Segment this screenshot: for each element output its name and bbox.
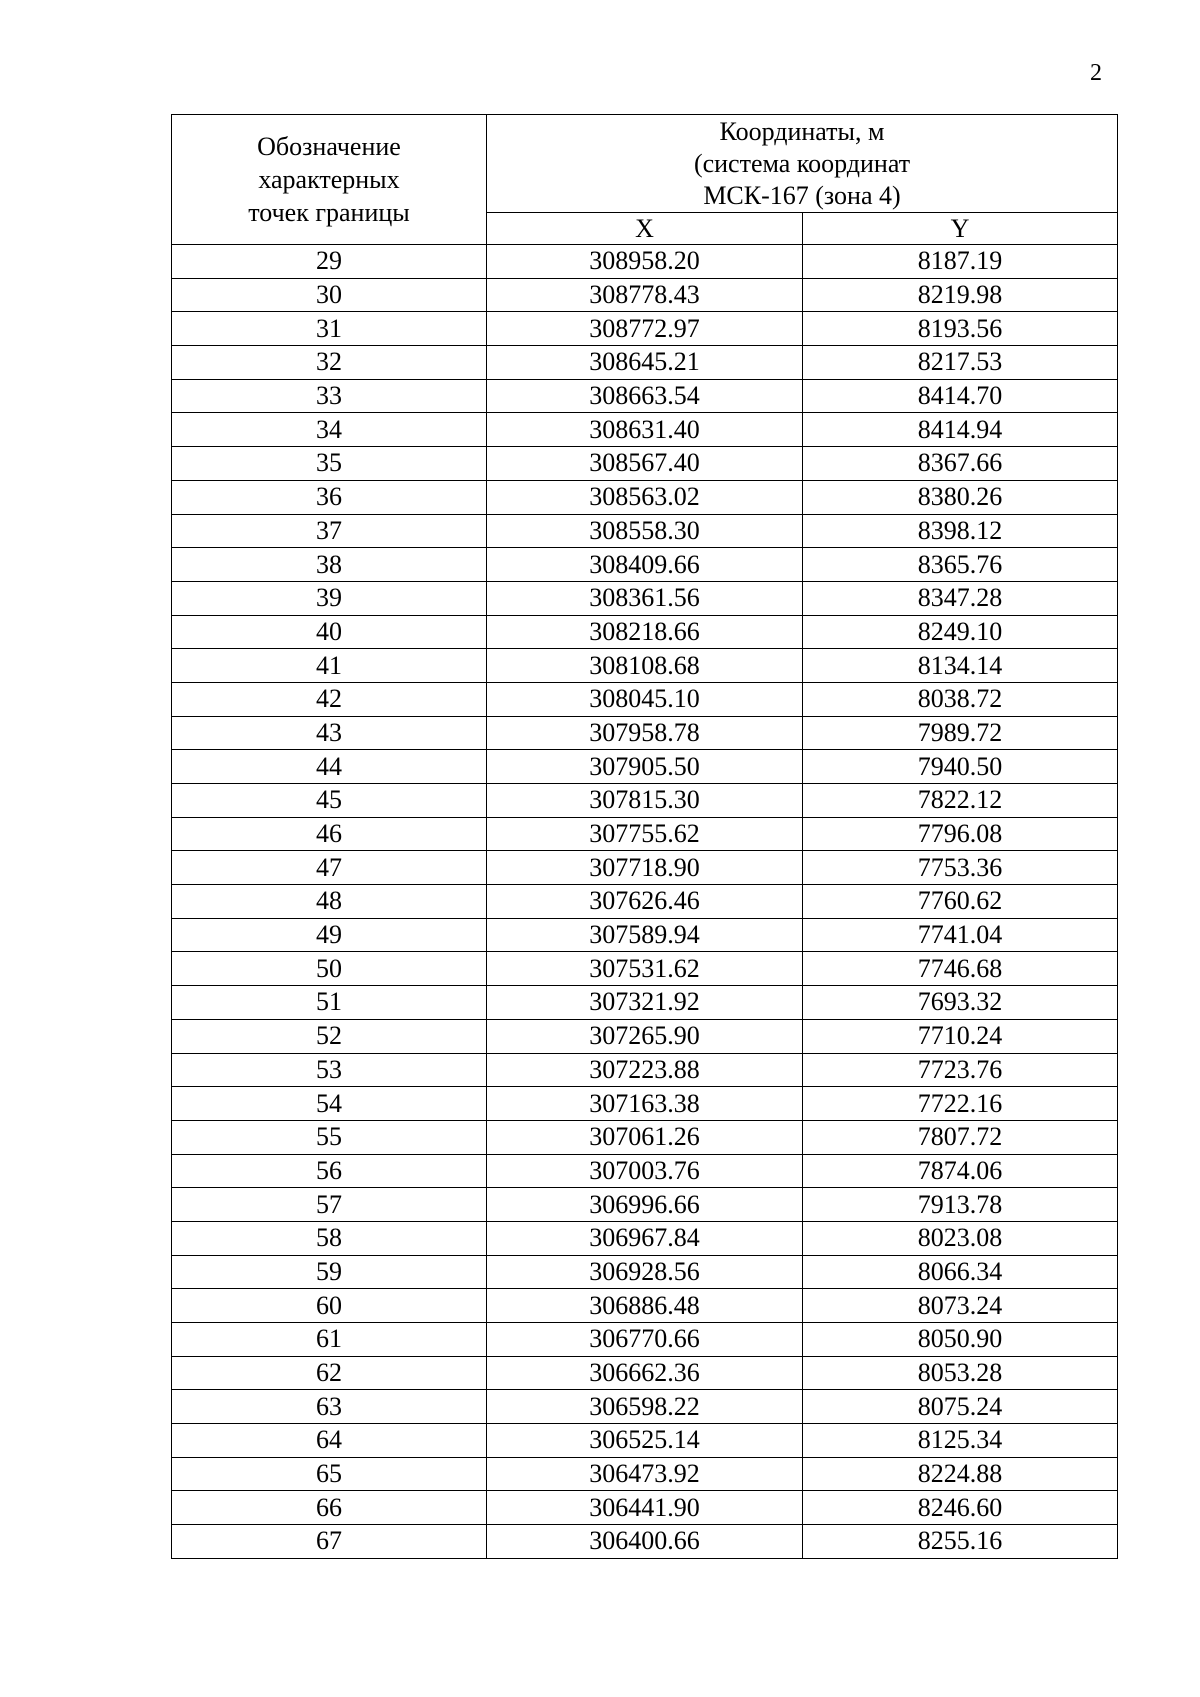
coordinates-table — [171, 114, 1118, 1559]
table-row — [172, 1255, 1118, 1289]
point-cell: 30 — [172, 278, 487, 312]
table-row — [172, 1221, 1118, 1255]
x-coordinate-cell: 306928.56 — [487, 1255, 803, 1289]
table-row — [172, 245, 1118, 279]
x-coordinate-cell: 308409.66 — [487, 548, 803, 582]
table-header-row — [172, 115, 1118, 213]
x-coordinate-cell: 307815.30 — [487, 784, 803, 818]
table-body — [172, 245, 1118, 1559]
point-cell: 61 — [172, 1323, 487, 1357]
x-coordinate-cell: 307958.78 — [487, 716, 803, 750]
point-header-line: точек границы — [248, 198, 410, 227]
table-row — [172, 514, 1118, 548]
x-coordinate-cell: 308663.54 — [487, 379, 803, 413]
table-row — [172, 1491, 1118, 1525]
x-coordinate-cell: 306525.14 — [487, 1424, 803, 1458]
point-cell: 57 — [172, 1188, 487, 1222]
y-coordinate-cell: 7989.72 — [803, 716, 1118, 750]
point-cell: 35 — [172, 447, 487, 481]
point-cell: 29 — [172, 245, 487, 279]
y-coordinate-cell: 8125.34 — [803, 1424, 1118, 1458]
x-coordinate-cell: 307163.38 — [487, 1087, 803, 1121]
point-cell: 42 — [172, 682, 487, 716]
y-coordinate-cell: 8414.94 — [803, 413, 1118, 447]
page-number: 2 — [1090, 60, 1102, 86]
y-coordinate-cell: 8217.53 — [803, 346, 1118, 380]
point-cell: 33 — [172, 379, 487, 413]
x-coordinate-cell: 306441.90 — [487, 1491, 803, 1525]
x-coordinate-cell: 308772.97 — [487, 312, 803, 346]
y-coordinate-cell: 7807.72 — [803, 1120, 1118, 1154]
x-coordinate-cell: 308045.10 — [487, 682, 803, 716]
table-row — [172, 346, 1118, 380]
point-cell: 48 — [172, 885, 487, 919]
x-coordinate-cell: 307265.90 — [487, 1019, 803, 1053]
table-row — [172, 447, 1118, 481]
point-cell: 32 — [172, 346, 487, 380]
point-cell: 63 — [172, 1390, 487, 1424]
x-coordinate-cell: 307755.62 — [487, 817, 803, 851]
point-cell: 55 — [172, 1120, 487, 1154]
y-coordinate-cell: 8414.70 — [803, 379, 1118, 413]
x-coordinate-cell: 307589.94 — [487, 918, 803, 952]
y-coordinate-cell: 7693.32 — [803, 986, 1118, 1020]
x-coordinate-cell: 307626.46 — [487, 885, 803, 919]
table-row — [172, 952, 1118, 986]
point-cell: 39 — [172, 581, 487, 615]
table-row — [172, 1120, 1118, 1154]
point-cell: 41 — [172, 649, 487, 683]
table-row — [172, 1356, 1118, 1390]
coords-header-line: (система координат — [693, 148, 911, 178]
x-coordinate-cell: 307718.90 — [487, 851, 803, 885]
y-coordinate-cell: 8066.34 — [803, 1255, 1118, 1289]
x-coordinate-cell: 308218.66 — [487, 615, 803, 649]
point-cell: 47 — [172, 851, 487, 885]
x-coordinate-cell: 306770.66 — [487, 1323, 803, 1357]
x-coordinate-cell: 308958.20 — [487, 245, 803, 279]
y-coordinate-cell: 8219.98 — [803, 278, 1118, 312]
point-cell: 49 — [172, 918, 487, 952]
point-cell: 46 — [172, 817, 487, 851]
table-row — [172, 1323, 1118, 1357]
x-coordinate-cell: 306886.48 — [487, 1289, 803, 1323]
y-coordinate-cell: 8398.12 — [803, 514, 1118, 548]
y-coordinate-cell: 7722.16 — [803, 1087, 1118, 1121]
table-row — [172, 918, 1118, 952]
table-row — [172, 1424, 1118, 1458]
table-row — [172, 1188, 1118, 1222]
table-row — [172, 413, 1118, 447]
point-cell: 51 — [172, 986, 487, 1020]
table-row — [172, 379, 1118, 413]
y-coordinate-cell: 8347.28 — [803, 581, 1118, 615]
table-row — [172, 278, 1118, 312]
y-coordinate-cell: 7710.24 — [803, 1019, 1118, 1053]
point-cell: 59 — [172, 1255, 487, 1289]
coords-header-line: МСК-167 (зона 4) — [703, 180, 901, 210]
y-column-header: Y — [803, 213, 1118, 245]
table-row — [172, 817, 1118, 851]
y-coordinate-cell: 8038.72 — [803, 682, 1118, 716]
table-row — [172, 649, 1118, 683]
y-coordinate-cell: 7822.12 — [803, 784, 1118, 818]
y-coordinate-cell: 8073.24 — [803, 1289, 1118, 1323]
x-coordinate-cell: 306400.66 — [487, 1525, 803, 1559]
point-cell: 56 — [172, 1154, 487, 1188]
y-coordinate-cell: 7753.36 — [803, 851, 1118, 885]
table-row — [172, 716, 1118, 750]
point-cell: 52 — [172, 1019, 487, 1053]
point-cell: 65 — [172, 1457, 487, 1491]
point-cell: 34 — [172, 413, 487, 447]
x-coordinate-cell: 307061.26 — [487, 1120, 803, 1154]
table-row — [172, 851, 1118, 885]
table-row — [172, 1053, 1118, 1087]
table-row — [172, 581, 1118, 615]
x-coordinate-cell: 306662.36 — [487, 1356, 803, 1390]
y-coordinate-cell: 8050.90 — [803, 1323, 1118, 1357]
table-row — [172, 885, 1118, 919]
x-coordinate-cell: 308567.40 — [487, 447, 803, 481]
y-coordinate-cell: 8255.16 — [803, 1525, 1118, 1559]
y-coordinate-cell: 7741.04 — [803, 918, 1118, 952]
x-coordinate-cell: 308558.30 — [487, 514, 803, 548]
coords-header-line: Координаты, м — [719, 116, 885, 146]
point-cell: 62 — [172, 1356, 487, 1390]
x-coordinate-cell: 307531.62 — [487, 952, 803, 986]
y-coordinate-cell: 8246.60 — [803, 1491, 1118, 1525]
point-cell: 60 — [172, 1289, 487, 1323]
point-cell: 53 — [172, 1053, 487, 1087]
point-cell: 43 — [172, 716, 487, 750]
table-row — [172, 1289, 1118, 1323]
table-row — [172, 1019, 1118, 1053]
x-coordinate-cell: 308563.02 — [487, 480, 803, 514]
point-cell: 44 — [172, 750, 487, 784]
x-coordinate-cell: 307905.50 — [487, 750, 803, 784]
y-coordinate-cell: 8249.10 — [803, 615, 1118, 649]
table-row — [172, 1390, 1118, 1424]
y-coordinate-cell: 7796.08 — [803, 817, 1118, 851]
x-coordinate-cell: 306967.84 — [487, 1221, 803, 1255]
y-coordinate-cell: 7723.76 — [803, 1053, 1118, 1087]
coordinates-header — [487, 115, 1118, 213]
y-coordinate-cell: 8193.56 — [803, 312, 1118, 346]
table-row — [172, 1525, 1118, 1559]
y-coordinate-cell: 8187.19 — [803, 245, 1118, 279]
table-row — [172, 615, 1118, 649]
x-coordinate-cell: 308631.40 — [487, 413, 803, 447]
point-cell: 58 — [172, 1221, 487, 1255]
table-row — [172, 1154, 1118, 1188]
point-cell: 64 — [172, 1424, 487, 1458]
point-cell: 67 — [172, 1525, 487, 1559]
y-coordinate-cell: 8053.28 — [803, 1356, 1118, 1390]
x-coordinate-cell: 307003.76 — [487, 1154, 803, 1188]
table-row — [172, 682, 1118, 716]
point-cell: 38 — [172, 548, 487, 582]
y-coordinate-cell: 8075.24 — [803, 1390, 1118, 1424]
y-coordinate-cell: 8023.08 — [803, 1221, 1118, 1255]
x-coordinate-cell: 308361.56 — [487, 581, 803, 615]
x-coordinate-cell: 308778.43 — [487, 278, 803, 312]
point-cell: 66 — [172, 1491, 487, 1525]
y-coordinate-cell: 8224.88 — [803, 1457, 1118, 1491]
table-row — [172, 1087, 1118, 1121]
table-row — [172, 986, 1118, 1020]
x-coordinate-cell: 306598.22 — [487, 1390, 803, 1424]
y-coordinate-cell: 7760.62 — [803, 885, 1118, 919]
y-coordinate-cell: 8367.66 — [803, 447, 1118, 481]
y-coordinate-cell: 8134.14 — [803, 649, 1118, 683]
point-cell: 36 — [172, 480, 487, 514]
point-cell: 50 — [172, 952, 487, 986]
table-row — [172, 784, 1118, 818]
y-coordinate-cell: 7874.06 — [803, 1154, 1118, 1188]
table-row — [172, 312, 1118, 346]
y-coordinate-cell: 8365.76 — [803, 548, 1118, 582]
y-coordinate-cell: 7746.68 — [803, 952, 1118, 986]
x-coordinate-cell: 306473.92 — [487, 1457, 803, 1491]
point-header-line: характерных — [258, 165, 400, 194]
y-coordinate-cell: 7940.50 — [803, 750, 1118, 784]
x-coordinate-cell: 308108.68 — [487, 649, 803, 683]
point-designation-header — [172, 115, 487, 245]
x-coordinate-cell: 306996.66 — [487, 1188, 803, 1222]
point-header-line: Обозначение — [257, 132, 401, 161]
x-coordinate-cell: 307223.88 — [487, 1053, 803, 1087]
table-row — [172, 750, 1118, 784]
table-row — [172, 548, 1118, 582]
y-coordinate-cell: 8380.26 — [803, 480, 1118, 514]
point-cell: 40 — [172, 615, 487, 649]
point-cell: 54 — [172, 1087, 487, 1121]
point-cell: 45 — [172, 784, 487, 818]
x-coordinate-cell: 308645.21 — [487, 346, 803, 380]
x-coordinate-cell: 307321.92 — [487, 986, 803, 1020]
x-column-header: X — [487, 213, 803, 245]
y-coordinate-cell: 7913.78 — [803, 1188, 1118, 1222]
point-cell: 37 — [172, 514, 487, 548]
table-row — [172, 480, 1118, 514]
point-cell: 31 — [172, 312, 487, 346]
table-row — [172, 1457, 1118, 1491]
